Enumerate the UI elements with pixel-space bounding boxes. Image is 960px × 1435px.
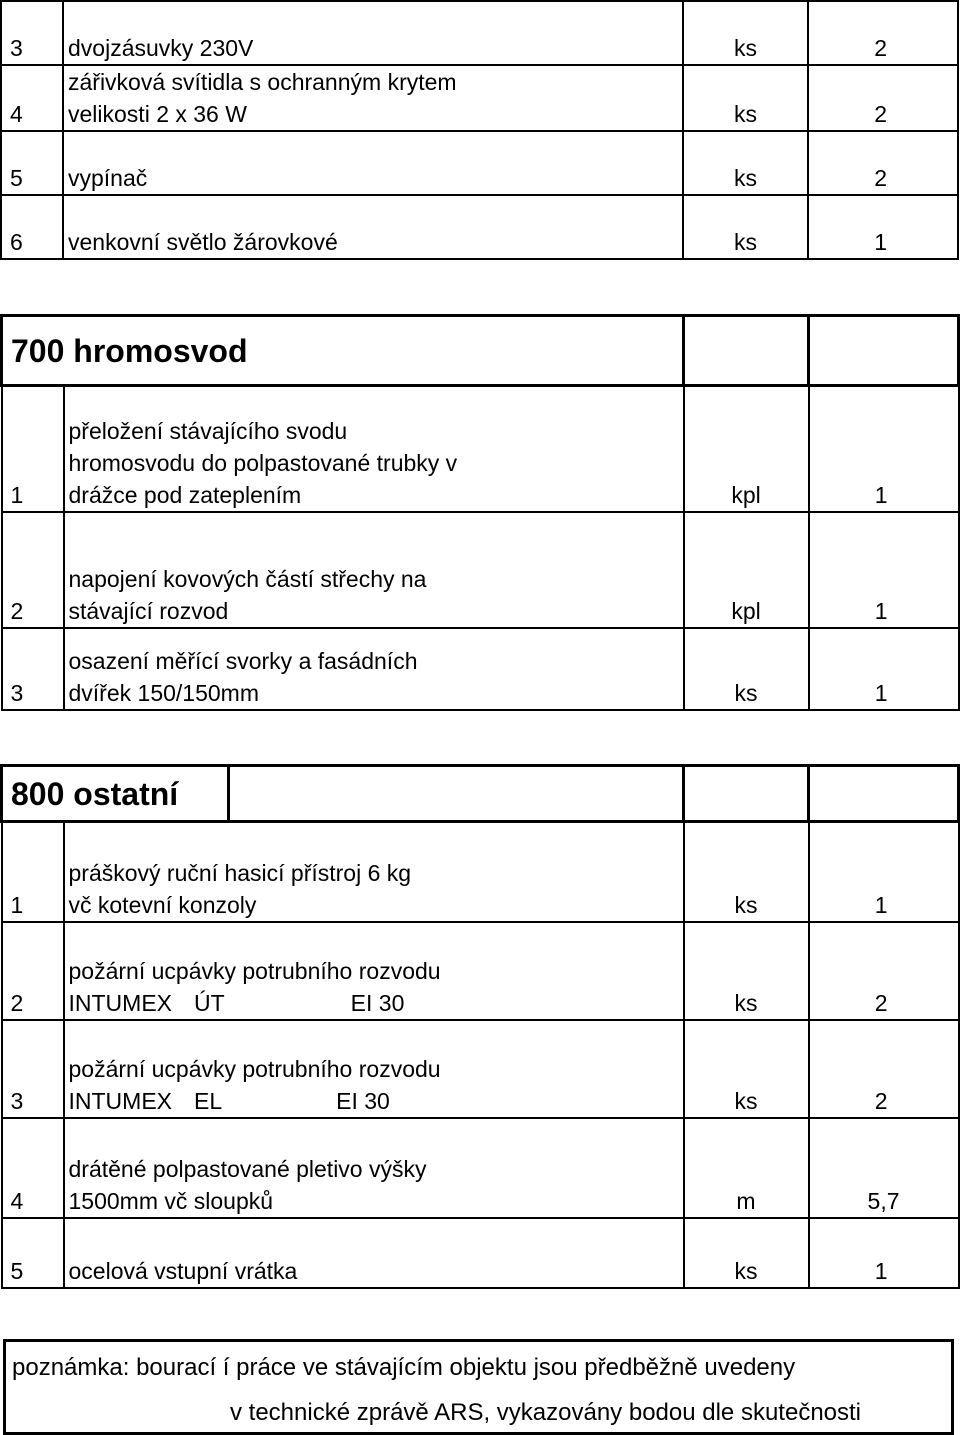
item-description: vypínač bbox=[63, 131, 683, 195]
table-row bbox=[2, 922, 959, 1020]
item-quantity: 2 bbox=[809, 1020, 959, 1118]
item-quantity: 2 bbox=[808, 65, 958, 131]
table-row bbox=[2, 512, 959, 628]
item-quantity: 1 bbox=[809, 386, 959, 512]
item-description: práškový ruční hasicí přístroj 6 kg vč kotevní konzoly bbox=[64, 822, 684, 922]
item-description: dvojzásuvky 230V bbox=[63, 1, 683, 65]
item-description: ocelová vstupní vrátka bbox=[64, 1218, 684, 1288]
item-number: 6 bbox=[1, 195, 63, 259]
item-description: požární ucpávky potrubního rozvodu INTUMEX EL EI 30 bbox=[64, 1020, 684, 1118]
section-header-row bbox=[2, 766, 959, 822]
item-quantity: 2 bbox=[809, 922, 959, 1020]
table-row bbox=[2, 822, 959, 922]
item-quantity: 5,7 bbox=[809, 1118, 959, 1218]
item-quantity: 2 bbox=[808, 1, 958, 65]
section-title: 700 hromosvod bbox=[2, 316, 684, 386]
item-number: 2 bbox=[2, 512, 64, 628]
note-line-2: v technické zprávě ARS, vykazovány bodou dle skutečnosti bbox=[230, 1399, 862, 1426]
item-unit: ks bbox=[683, 1, 808, 65]
table-row bbox=[2, 386, 959, 512]
item-description: zářivková svítidla s ochranným krytem velikosti 2 x 36 W bbox=[63, 65, 683, 131]
table-row bbox=[2, 1118, 959, 1218]
item-quantity: 2 bbox=[808, 131, 958, 195]
item-unit: ks bbox=[684, 822, 809, 922]
item-description: venkovní světlo žárovkové bbox=[63, 195, 683, 259]
item-number: 1 bbox=[2, 386, 64, 512]
table-row bbox=[2, 1020, 959, 1118]
note-box bbox=[3, 1339, 954, 1435]
table-row bbox=[2, 1218, 959, 1288]
table-row bbox=[1, 1, 958, 65]
item-description: požární ucpávky potrubního rozvodu INTUMEX ÚT EI 30 bbox=[64, 922, 684, 1020]
item-unit: ks bbox=[684, 922, 809, 1020]
item-description: osazení měřící svorky a fasádních dvířek 150/150mm bbox=[64, 628, 684, 710]
item-quantity: 1 bbox=[809, 822, 959, 922]
item-unit: kpl bbox=[684, 512, 809, 628]
item-unit: kpl bbox=[684, 386, 809, 512]
item-unit: ks bbox=[683, 131, 808, 195]
table-row bbox=[1, 65, 958, 131]
item-number: 4 bbox=[2, 1118, 64, 1218]
section-700-table bbox=[0, 314, 960, 711]
section-800-table bbox=[0, 764, 960, 1289]
section-header-row bbox=[2, 316, 959, 386]
item-number: 5 bbox=[1, 131, 63, 195]
table-row bbox=[1, 131, 958, 195]
item-quantity: 1 bbox=[808, 195, 958, 259]
items-table-group1 bbox=[0, 0, 959, 260]
item-unit: ks bbox=[684, 628, 809, 710]
item-description: drátěné polpastované pletivo výšky 1500mm vč sloupků bbox=[64, 1118, 684, 1218]
item-description: napojení kovových částí střechy na stávající rozvod bbox=[64, 512, 684, 628]
item-number: 3 bbox=[1, 1, 63, 65]
item-quantity: 1 bbox=[809, 1218, 959, 1288]
table-row bbox=[1, 195, 958, 259]
item-description: přeložení stávajícího svodu hromosvodu do polpastované trubky v drážce pod zateplením bbox=[64, 386, 684, 512]
item-unit: ks bbox=[684, 1020, 809, 1118]
item-number: 4 bbox=[1, 65, 63, 131]
note-line-1: poznámka: bourací í práce ve stávajícím objektu jsou předběžně uvedeny bbox=[12, 1354, 796, 1381]
item-quantity: 1 bbox=[809, 628, 959, 710]
section-title: 800 ostatní bbox=[2, 766, 229, 822]
item-unit: ks bbox=[684, 1218, 809, 1288]
item-unit: ks bbox=[683, 195, 808, 259]
item-quantity: 1 bbox=[809, 512, 959, 628]
item-unit: ks bbox=[683, 65, 808, 131]
table-row bbox=[2, 628, 959, 710]
item-number: 2 bbox=[2, 922, 64, 1020]
item-number: 1 bbox=[2, 822, 64, 922]
item-number: 3 bbox=[2, 1020, 64, 1118]
item-unit: m bbox=[684, 1118, 809, 1218]
item-number: 5 bbox=[2, 1218, 64, 1288]
item-number: 3 bbox=[2, 628, 64, 710]
